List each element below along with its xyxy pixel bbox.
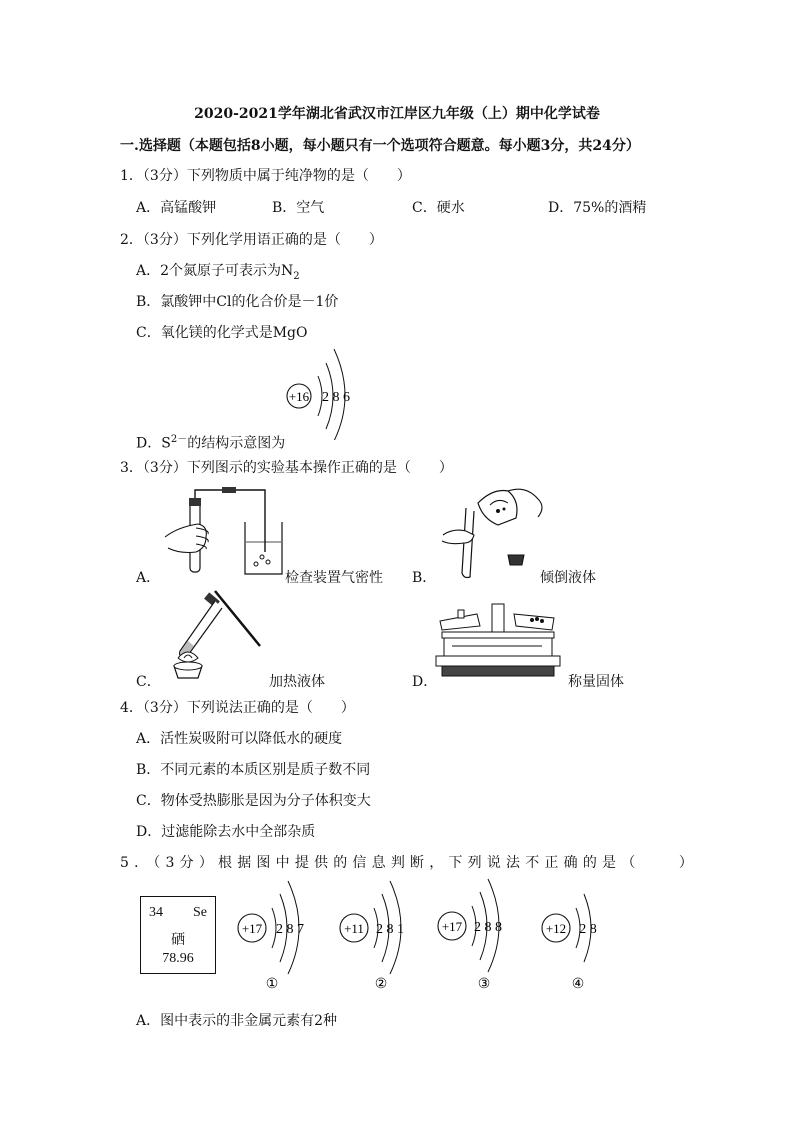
q2-stem: 2．（3分）下列化学用语正确的是（ ）	[120, 232, 383, 248]
q2-option-c: C．氧化镁的化学式是MgO	[136, 325, 308, 341]
q2-option-d-prefix: D．S	[136, 435, 171, 452]
q2-option-a-subscript: 2	[293, 270, 300, 282]
electron-shells: 2 8 7	[276, 922, 304, 937]
nucleus-charge: +12	[545, 921, 567, 936]
q2-option-d-superscript: 2－	[170, 434, 188, 445]
electron-shells: 2 8	[579, 922, 597, 937]
q3-option-c-letter: C．	[136, 674, 161, 690]
atom-diagram-3	[436, 876, 531, 996]
q2-option-d-suffix: 的结构示意图为	[187, 435, 286, 452]
diagram-label: ②	[374, 977, 388, 992]
q2-option-b: B．氯酸钾中Cl的化合价是－1价	[136, 294, 339, 310]
airtightness-check-icon	[160, 482, 285, 582]
element-symbol: Se	[193, 905, 207, 920]
q1-option-a: A．高锰酸钾	[136, 200, 217, 216]
element-name: 硒	[171, 933, 185, 948]
q4-option-d: D．过滤能除去水中全部杂质	[136, 824, 316, 840]
q4-option-a: A．活性炭吸附可以降低水的硬度	[136, 731, 343, 747]
atomic-number: 34	[149, 905, 163, 920]
selenium-element-card	[140, 896, 216, 974]
q3-option-a-letter: A．	[136, 570, 161, 586]
q3-option-c-caption: 加热液体	[269, 674, 325, 690]
q3-option-b-caption: 倾倒液体	[540, 570, 596, 586]
q4-option-c: C．物体受热膨胀是因为分子体积变大	[136, 793, 371, 809]
q2-option-a	[136, 260, 300, 282]
diagram-label: ④	[571, 977, 585, 992]
atom-diagram-2	[338, 876, 433, 996]
q5-stem: 5．（3分）根据图中提供的信息判断，下列说法不正确的是（ ）	[120, 855, 699, 871]
atom-diagram-1	[232, 876, 327, 996]
q2-option-a-text: A．2个氮原子可表示为N	[136, 263, 294, 279]
atomic-mass: 78.96	[162, 951, 194, 966]
page-title: 2020-2021学年湖北省武汉市江岸区九年级（上）期中化学试卷	[194, 106, 600, 122]
q1-option-c: C．硬水	[412, 200, 465, 216]
q3-option-d-letter: D．	[412, 674, 438, 690]
q5-option-a: A．图中表示的非金属元素有2种	[136, 1013, 338, 1029]
q3-option-b-letter: B．	[412, 570, 437, 586]
q1-option-d: D．75%的酒精	[548, 200, 647, 216]
nucleus-charge: +17	[441, 919, 463, 934]
diagram-label: ①	[265, 977, 279, 992]
electron-shells: 2 8 8	[474, 920, 502, 935]
atom-diagram-4	[538, 876, 633, 996]
balance-scale-icon	[432, 596, 562, 686]
pouring-liquid-icon	[438, 483, 548, 583]
q1-option-b: B．空气	[272, 200, 325, 216]
q2-option-d	[136, 430, 285, 453]
electron-shells: 2 8 6	[322, 390, 350, 405]
nucleus-charge: +17	[241, 921, 263, 936]
nucleus-charge: +16	[288, 389, 310, 404]
q1-stem: 1．（3分）下列物质中属于纯净物的是（ ）	[120, 168, 411, 184]
sulfur-atom-diagram	[282, 345, 372, 440]
electron-shells: 2 8 1	[376, 922, 404, 937]
nucleus-charge: +11	[344, 921, 364, 936]
heating-liquid-icon	[160, 586, 270, 686]
q4-option-b: B．不同元素的本质区别是质子数不同	[136, 762, 371, 778]
q3-stem: 3．（3分）下列图示的实验基本操作正确的是（ ）	[120, 460, 453, 476]
q3-option-a-caption: 检查装置气密性	[285, 570, 383, 586]
q3-option-d-caption: 称量固体	[568, 674, 624, 690]
diagram-label: ③	[477, 977, 491, 992]
section-heading: 一.选择题（本题包括8小题，每小题只有一个选项符合题意。每小题3分，共24分）	[120, 138, 640, 154]
q4-stem: 4．（3分）下列说法正确的是（ ）	[120, 700, 355, 716]
